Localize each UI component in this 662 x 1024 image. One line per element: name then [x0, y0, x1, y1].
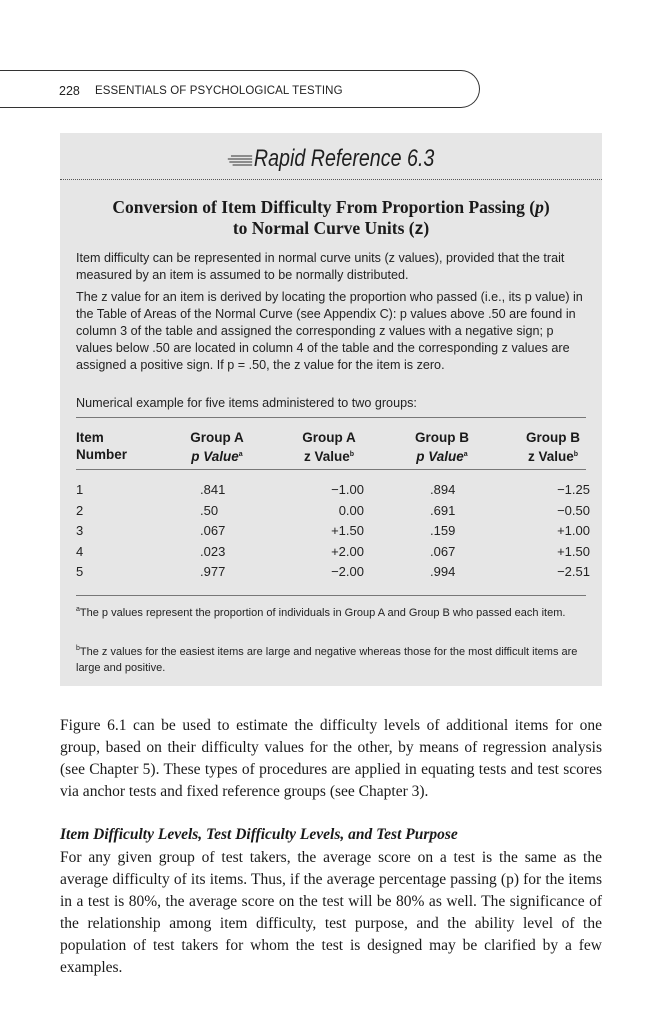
- table-cell: .023: [200, 543, 226, 559]
- header-group-a-z: Group A z Value$^b$: [302, 430, 356, 464]
- rapid-reference-title: [109, 145, 553, 173]
- header-group-b-p: Group B p Value$^a$: [415, 430, 469, 464]
- rapid-reference-label: Rapid Reference 6.3: [253, 145, 435, 172]
- box-paragraph-3: Numerical example for five items administered to two groups:: [76, 396, 417, 410]
- rapid-reference-box: [60, 133, 602, 686]
- table-cell: .067: [430, 543, 456, 559]
- table-row-number: 2: [76, 502, 84, 518]
- table-top-rule: [76, 417, 586, 418]
- title-line2-end: ): [423, 218, 430, 238]
- footnote-b: $^b$The z values for the easiest items are large and negative whereas those for the most difficult items are large and positive.: [76, 645, 578, 674]
- table-cell: +1.50: [557, 543, 590, 559]
- body-paragraph-2: For any given group of test takers, the average score on a test is the same as the average difficulty of its items. Thus, if the average percentage passing (p) for the items in a test is 80%, the average score on the test will be 80% as well. The significance of the relationship among item difficulty, test purpose, and the ability level of the population of test takers for whom the test is designed may be clarified by a few examples.: [60, 849, 602, 976]
- table-cell: −2.51: [557, 564, 590, 579]
- table-cell: .841: [200, 482, 226, 497]
- table-cell: +2.00: [331, 543, 364, 559]
- title-line1: Conversion of Item Difficulty From Proportion Passing (: [112, 197, 536, 217]
- table-cell: .067: [200, 523, 226, 538]
- conversion-title: [60, 197, 602, 239]
- table-cell: .977: [200, 564, 226, 579]
- table-cell: +1.50: [331, 523, 364, 538]
- table-cell: .159: [430, 523, 456, 538]
- table-cell: .691: [430, 502, 456, 518]
- header-item-number: Item Number: [76, 430, 128, 462]
- table-row-number: 3: [76, 523, 84, 538]
- dotted-divider: [60, 179, 602, 180]
- table-row-number: 1: [76, 482, 84, 497]
- table-row-number: 5: [76, 564, 84, 579]
- section-heading: Item Difficulty Levels, Test Difficulty Levels, and Test Purpose: [60, 826, 458, 843]
- table-cell: .894: [430, 482, 456, 497]
- footnote-a: $^a$The p values represent the proportion of individuals in Group A and Group B who passed each item.: [76, 606, 566, 619]
- table-cell: −1.00: [331, 482, 364, 497]
- table-cell: −0.50: [557, 502, 590, 518]
- table-header-rule: [76, 469, 586, 470]
- table-cell: −2.00: [331, 564, 364, 579]
- table-cell: −1.25: [557, 482, 590, 497]
- header-group-b-z: Group B z Value$^b$: [526, 430, 580, 464]
- title-line1-end: ): [543, 197, 550, 217]
- running-title: ESSENTIALS OF PSYCHOLOGICAL TESTING: [95, 85, 343, 97]
- title-p: p: [535, 197, 544, 217]
- title-line2: to Normal Curve Units (: [232, 218, 415, 238]
- table-cell: 0.00: [338, 502, 364, 518]
- header-group-a-p: Group A p Value$^a$: [190, 430, 244, 464]
- table-cell: +1.00: [557, 523, 590, 538]
- table-bottom-rule: [76, 595, 586, 596]
- title-z: z: [414, 218, 424, 238]
- body-paragraph-1: Figure 6.1 can be used to estimate the difficulty levels of additional items for one group, based on their difficulty values for the other, by means of regression analysis (see Chapter 5). These types of procedures are applied in equating tests and test scores via anchor tests and fixed reference groups (see Chapter 3).: [60, 717, 602, 800]
- table-row-number: 4: [76, 543, 84, 559]
- page-number: 228: [59, 84, 80, 98]
- speed-lines-icon: [228, 154, 253, 166]
- table-cell: .50: [200, 502, 219, 518]
- table-cell: .994: [430, 564, 456, 579]
- box-paragraph-2: The z value for an item is derived by locating the proportion who passed (i.e., its p value) in the Table of Areas of the Normal Curve (see Appendix C): p values above .50 are found in column 3 of the table and assigned the corresponding z values with a negative sign; p values below .50 are located in column 4 of the table and the corresponding z values are assigned a positive sign. If p = .50, the z value for the item is zero.: [76, 290, 583, 372]
- box-paragraph-1: Item difficulty can be represented in normal curve units (z values), provided that the trait measured by an item is assumed to be normally distributed.: [76, 251, 565, 282]
